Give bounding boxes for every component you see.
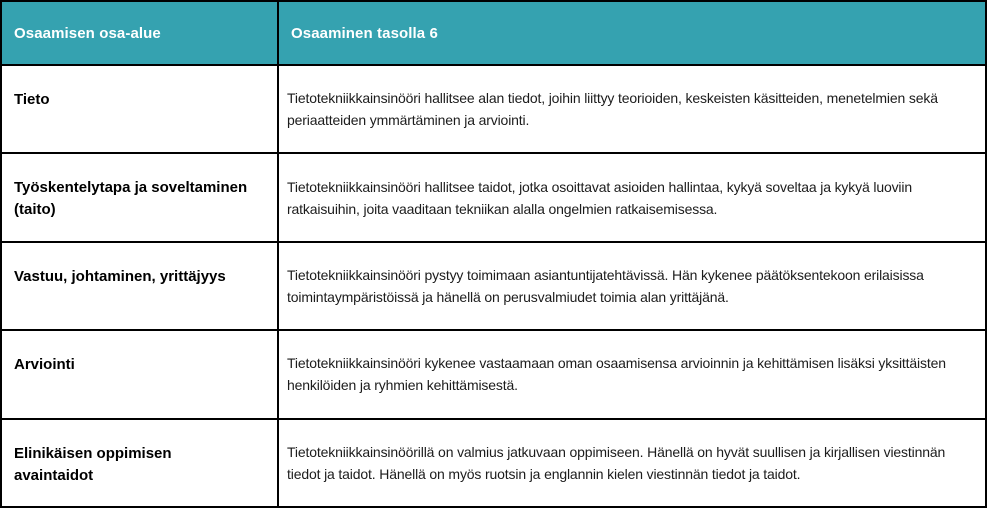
table-row <box>1 65 986 153</box>
row-description: Tietotekniikkainsinööri kykenee vastaamaan oman osaamisensa arvioinnin ja kehittämisen lisäksi yksittäisten henkilöiden ja ryhmien kehittämisestä. <box>278 330 986 418</box>
table-row <box>1 242 986 330</box>
row-area-label: Tieto <box>1 65 278 153</box>
row-description: Tietotekniikkainsinöörillä on valmius jatkuvaan oppimiseen. Hänellä on hyvät suullisen ja kirjallisen viestinnän tiedot ja taidot. Hänellä on myös ruotsin ja englannin kielen viestinnän tiedot ja taidot. <box>278 419 986 507</box>
table-row <box>1 419 986 507</box>
row-area-label: Vastuu, johtaminen, yrittäjyys <box>1 242 278 330</box>
row-description: Tietotekniikkainsinööri hallitsee taidot, jotka osoittavat asioiden hallintaa, kykyä soveltaa ja kykyä luoviin ratkaisuihin, joita vaaditaan tekniikan alalla ongelmien ratkaisemisessa. <box>278 153 986 241</box>
row-area-label: Elinikäisen oppimisen avaintaidot <box>1 419 278 507</box>
header-cell-competence-level: Osaaminen tasolla 6 <box>278 1 986 65</box>
header-cell-competence-area: Osaamisen osa-alue <box>1 1 278 65</box>
row-description: Tietotekniikkainsinööri pystyy toimimaan asiantuntijatehtävissä. Hän kykenee päätöksentekoon erilaisissa toimintaympäristöissä ja hänellä on perusvalmiudet toimia alan yrittäjänä. <box>278 242 986 330</box>
row-description: Tietotekniikkainsinööri hallitsee alan tiedot, joihin liittyy teorioiden, keskeisten käsitteiden, menetelmien sekä periaatteiden ymmärtäminen ja arviointi. <box>278 65 986 153</box>
table-row <box>1 330 986 418</box>
row-area-label: Arviointi <box>1 330 278 418</box>
header-row <box>1 1 986 65</box>
table-row <box>1 153 986 241</box>
row-area-label: Työskentelytapa ja soveltaminen (taito) <box>1 153 278 241</box>
